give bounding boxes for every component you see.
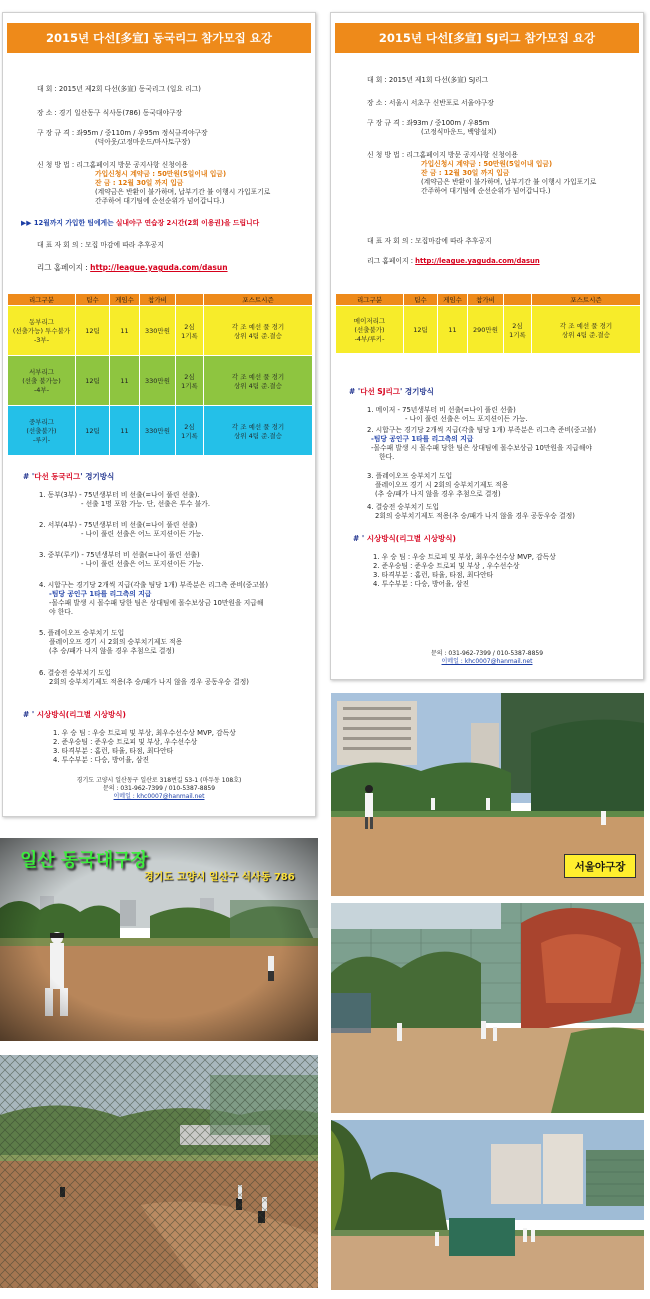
rule-item-detail: - 나이 풀린 선출은 어느 포지션이든 가능.	[405, 415, 528, 423]
rule-item-detail: 플레이오프 경기 시 2회의 승부치기제도 적용	[49, 638, 183, 646]
ilsan-field-netting-photo	[0, 1055, 318, 1288]
award-item: 1. 우 승 팀 : 우승 트로피 및 부상, 최우수선수상 MVP, 감독상	[53, 729, 236, 737]
dongguk-promo: ▶▶ 12월까지 가입한 팀에게는 실내야구 연습장 2시간(2회 이용권)을 드립니다	[21, 219, 260, 227]
table-header: 리그구분	[8, 294, 76, 306]
rule-item: 1. 메이저 - 75년생부터 비 선출(=나이 풀린 선출)	[367, 406, 516, 414]
table-row: 메이저리그 (선출불가) -4부/루키- 12팀 11 290만원 2심 1기록 각 조 예선 풀 경기 상위 4팀 준.결승	[336, 306, 641, 354]
award-item: 1. 우 승 팀 : 우승 트로피 및 부상, 최우수선수상 MVP, 감독상	[373, 553, 556, 561]
dongguk-balance: 잔 금 : 12월 30일 까지 입금	[95, 179, 184, 187]
table-header	[504, 294, 532, 306]
award-item: 3. 타격부분 : 홈런, 타율, 타점, 최다안타	[373, 571, 494, 579]
rule-item-detail: 2회의 승부치기제도 적용(추 승/패가 나지 않을 경우 공동우승 결정)	[49, 678, 249, 686]
sj-info-venue: 장 소 : 서울시 서초구 신반포로 서울야구장	[367, 99, 494, 107]
rule-item-detail: -몰수패 발생 시 몰수패 당한 팀은 상대팀에 몰수보상금 10만원을 지급해	[49, 599, 264, 607]
rule-item-detail: (추 승/패가 나지 않을 경우 추첨으로 결정)	[375, 490, 501, 498]
sj-note-1: (계약금은 반환이 불가하며, 납부기간 뷸 이행시 가입포기로	[421, 178, 597, 186]
rule-item: 3. 플레이오프 승부치기 도입	[367, 472, 453, 480]
rule-item-detail: - 나이 풀린 선출은 어느 포지션이든 가능.	[81, 530, 204, 538]
table-header	[176, 294, 204, 306]
rule-item-detail: (추 승/패가 나지 않을 경우 추첨으로 결정)	[49, 647, 175, 655]
dongguk-info-venue: 장 소 : 경기 일산동구 식사동(786) 동국대야구장	[37, 109, 183, 117]
table-row: 중부리그 (선출불가) -루키- 12팀 11 330만원 2심 1기록 각 조 예선 풀 경기 상위 4팀 준.결승	[8, 406, 313, 456]
seoul-field-image-2	[331, 903, 644, 1113]
dongguk-info-field-extra: (덕아웃/고정마운드/마사토구장)	[95, 138, 191, 146]
rule-item-detail: -팀당 공인구 1타를 리그측의 지급	[49, 590, 152, 598]
dongguk-footer-address: 경기도 고양시 일산동구 일산로 318번길 53-1 (마두동 108호)	[76, 777, 242, 784]
sj-footer-phone: 문의 : 031-962-7399 / 010-5387-8859	[430, 650, 544, 657]
ilsan-field-photo	[0, 838, 318, 1041]
dongguk-footer-email: 이메일 : khc0007@hanmail.net	[113, 793, 205, 800]
table-header: 팀수	[404, 294, 438, 306]
rule-item-detail: - 나이 풀린 선출은 어느 포지션이든 가능.	[81, 560, 204, 568]
dongguk-awards-title: # ' 시상방식(리그별 시상방식)	[23, 710, 126, 719]
sj-flyer-title: 2015년 다선[多宣] SJ리그 참가모집 요강	[335, 23, 639, 53]
dongguk-flyer-title: 2015년 다선[多宣] 동국리그 참가모집 요강	[7, 23, 311, 53]
award-item: 2. 준우승팀 : 준우승 트로피 및 부상, 우수선수상	[53, 738, 198, 746]
rule-item-detail: 한다.	[379, 453, 395, 461]
rule-item: 4. 결승전 승부치기 도입	[367, 503, 440, 511]
table-header: 게임수	[110, 294, 140, 306]
rule-item-detail: - 선출 1명 포함 가능. 단, 선출은 투수 불가.	[81, 500, 211, 508]
ilsan-photo-title: 일산 동국대구장	[20, 850, 148, 871]
rule-item: 2. 서부(4부) - 75년생부터 비 선출(=나이 풀린 선출)	[39, 521, 198, 529]
dongguk-note-1: (계약금은 반환이 불가하며, 납부기간 뷸 이행시 가입포기로	[95, 188, 271, 196]
sj-league-table	[335, 293, 641, 354]
dongguk-rules-title: # '다선 동국리그' 경기방식	[23, 472, 115, 481]
award-item: 4. 투수부분 : 다승, 방어율, 삼진	[53, 756, 150, 764]
rule-item: 5. 플레이오프 승부치기 도입	[39, 629, 125, 637]
dongguk-deposit: 가입신청시 계약금 : 50만원(5일이내 입금)	[95, 170, 227, 178]
rule-item: 3. 중부(루키) - 75년생부터 비 선출(=나이 풀린 선출)	[39, 551, 200, 559]
rule-item-detail: 2회의 승부치기제도 적용(추 승/패가 나지 않을 경우 공동우승 결정)	[375, 512, 575, 520]
sj-homepage: 리그 홈페이지 : http://league.yaguda.com/dasun	[367, 257, 540, 265]
rule-item: 4. 시합구는 경기당 2개씩 지급(각출 팀당 1개) 부족분은 리그측 준비(중고볼)	[39, 581, 269, 589]
table-header: 참가비	[140, 294, 176, 306]
sj-info-apply: 신 청 방 법 : 리그홈페이지 방문 공지사항 신청이용	[367, 151, 518, 159]
sj-balance: 잔 금 : 12월 30일 까지 입금	[421, 169, 510, 177]
sj-info-field-extra: (고정식마운드, 백양설치)	[421, 128, 497, 136]
sj-info-event: 대 회 : 2015년 제1회 다선(多宣) SJ리그	[367, 76, 489, 84]
table-header: 팀수	[76, 294, 110, 306]
sj-awards-title: # ' 시상방식(리그별 시상방식)	[353, 534, 456, 543]
dongguk-note-2: 간주하여 대기팀에 순선순위가 넘어갑니다.)	[95, 197, 225, 205]
seoul-field-photo-2	[331, 903, 644, 1113]
seoul-photo-label: 서울야구장	[564, 854, 636, 878]
ilsan-photo-subtitle: 경기도 고양시 일산구 식사동 786	[144, 872, 295, 883]
sj-info-field-size: 구 장 규 격 : 좌93m / 중100m / 우85m	[367, 119, 490, 127]
sj-deposit: 가입신청시 계약금 : 50만원(5일이내 입금)	[421, 160, 553, 168]
sj-league-flyer	[330, 12, 644, 680]
dongguk-meeting: 대 표 자 회 의 : 모집 마감에 따라 추후공지	[37, 241, 164, 249]
award-item: 4. 투수부분 : 다승, 방어율, 삼진	[373, 580, 470, 588]
table-header: 참가비	[468, 294, 504, 306]
rule-item: 2. 시합구는 경기당 2개씩 지급(각출 팀당 1개) 부족분은 리그측 준비(중고볼)	[367, 426, 597, 434]
dongguk-homepage: 리그 홈페이지 : http://league.yaguda.com/dasun	[37, 263, 228, 272]
dongguk-homepage-link[interactable]: http://league.yaguda.com/dasun	[90, 263, 228, 272]
sj-rules-title: # '다선 SJ리그' 경기방식	[349, 387, 434, 396]
table-header: 포스트시즌	[532, 294, 641, 306]
table-header: 리그구분	[336, 294, 404, 306]
rule-item-detail: 야 한다.	[49, 608, 74, 616]
seoul-field-image-3	[331, 1120, 644, 1290]
sj-meeting: 대 표 자 회 의 : 모집마감에 따라 추후공지	[367, 237, 492, 245]
dongguk-info-field-size: 구 장 규 격 : 좌95m / 중110m / 우95m 정식규격야구장	[37, 129, 208, 137]
award-item: 2. 준우승팀 : 준우승 트로피 및 부상 , 우수선수상	[373, 562, 520, 570]
dongguk-info-event: 대 회 : 2015년 제2회 다선(多宣) 동국리그 (일요 리그)	[37, 85, 201, 93]
rule-item-detail: -몰수패 발생 시 몰수패 당한 팀은 상대팀에 몰수보상금 10만원을 지급해야	[371, 444, 592, 452]
seoul-field-photo-3	[331, 1120, 644, 1290]
seoul-field-photo-1	[331, 693, 644, 896]
rule-item-detail: 플레이오프 경기 시 2회의 승부치기제도 적용	[375, 481, 509, 489]
sj-footer-email: 이메일 : khc0007@hanmail.net	[441, 658, 533, 665]
dongguk-league-flyer	[2, 12, 316, 817]
sj-note-2: 간주하여 대기팀에 순선순위가 넘어갑니다.)	[421, 187, 551, 195]
award-item: 3. 타격부분 : 홈런, 타율, 타점, 최다안타	[53, 747, 174, 755]
table-row: 서부리그 (선출 불가능) -4부- 12팀 11 330만원 2심 1기록 각 조 예선 풀 경기 상위 4팀 준.결승	[8, 356, 313, 406]
dongguk-footer-phone: 문의 : 031-962-7399 / 010-5387-8859	[102, 785, 216, 792]
rule-item-detail: -팀당 공인구 1타를 리그측의 지급	[371, 435, 474, 443]
rule-item: 1. 동부(3부) - 75년생부터 비 선출(=나이 풀린 선출).	[39, 491, 200, 499]
table-header: 게임수	[438, 294, 468, 306]
sj-homepage-link[interactable]: http://league.yaguda.com/dasun	[415, 257, 540, 265]
dongguk-league-table	[7, 293, 313, 456]
netting-field-image	[0, 1055, 318, 1288]
table-header: 포스트시즌	[204, 294, 313, 306]
table-row: 동부리그 (선출가능) 투수불가 -3부- 12팀 11 330만원 2심 1기록 각 조 예선 풀 경기 상위 4팀 준.결승	[8, 306, 313, 356]
dongguk-info-apply: 신 청 방 법 : 리그홈페이지 방문 공지사항 신청이용	[37, 161, 188, 169]
rule-item: 6. 결승전 승부치기 도입	[39, 669, 112, 677]
